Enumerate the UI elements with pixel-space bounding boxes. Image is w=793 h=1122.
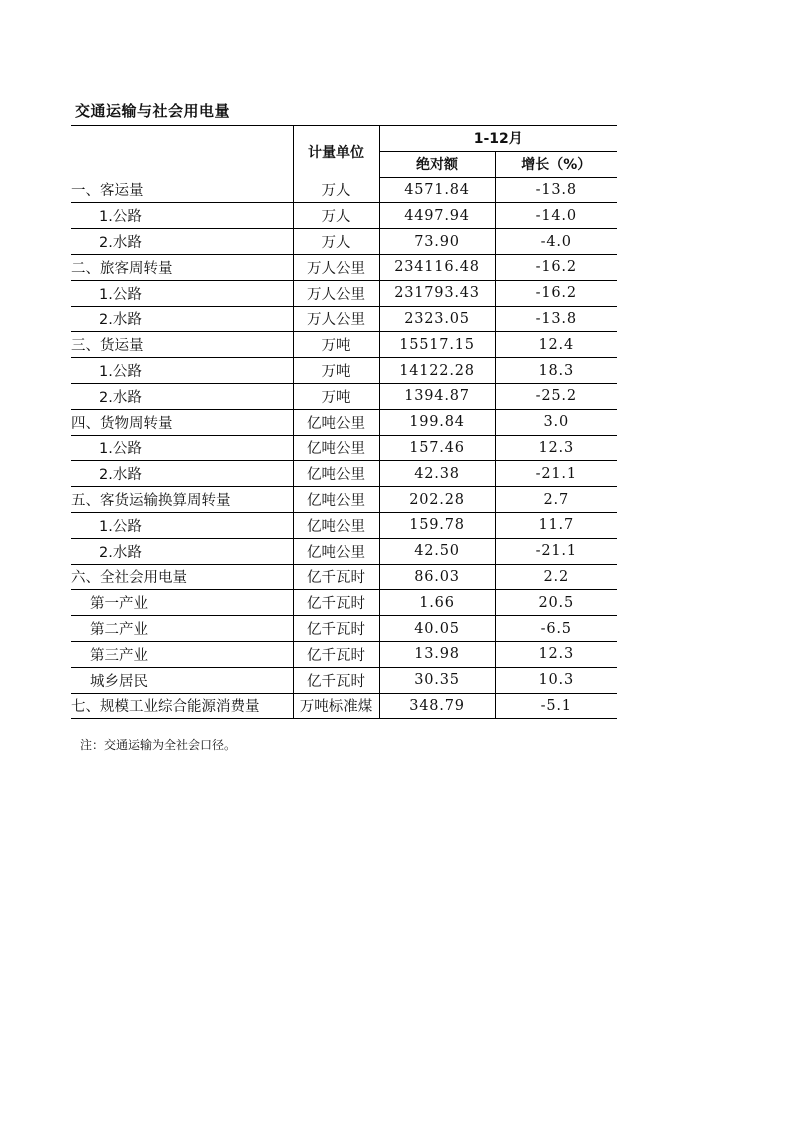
table-row [71,512,617,538]
row-unit: 亿千瓦时 [293,616,379,642]
row-absolute-value: 2323.05 [379,306,495,332]
row-growth-value: -13.8 [495,306,617,332]
row-unit: 万吨 [293,383,379,409]
row-growth-value: -21.1 [495,538,617,564]
row-name: 第一产业 [71,590,293,616]
row-name: 2.水路 [71,461,293,487]
row-name: 1.公路 [71,435,293,461]
row-growth-value: -16.2 [495,254,617,280]
row-absolute-value: 73.90 [379,229,495,255]
row-absolute-value: 40.05 [379,616,495,642]
row-growth-value: 3.0 [495,409,617,435]
row-absolute-value: 231793.43 [379,280,495,306]
row-absolute-value: 1394.87 [379,383,495,409]
row-unit: 亿吨公里 [293,461,379,487]
row-absolute-value: 13.98 [379,641,495,667]
table-row [71,693,617,719]
table-body [71,177,617,719]
row-growth-value: -5.1 [495,693,617,719]
row-growth-value: 12.3 [495,641,617,667]
table-row [71,306,617,332]
row-growth-value: 12.4 [495,332,617,358]
row-name: 1.公路 [71,203,293,229]
row-absolute-value: 159.78 [379,512,495,538]
row-unit: 亿千瓦时 [293,590,379,616]
row-unit: 亿吨公里 [293,538,379,564]
row-absolute-value: 42.50 [379,538,495,564]
row-growth-value: 11.7 [495,512,617,538]
row-absolute-value: 1.66 [379,590,495,616]
row-growth-value: -21.1 [495,461,617,487]
table-row [71,590,617,616]
row-absolute-value: 42.38 [379,461,495,487]
row-unit: 亿千瓦时 [293,641,379,667]
row-growth-value: 18.3 [495,358,617,384]
table-row [71,564,617,590]
header-growth: 增长（%） [495,151,617,177]
row-unit: 亿千瓦时 [293,667,379,693]
row-name: 五、客货运输换算周转量 [71,487,293,513]
row-unit: 万人 [293,229,379,255]
row-growth-value: 20.5 [495,590,617,616]
row-absolute-value: 199.84 [379,409,495,435]
table-row [71,383,617,409]
table-row [71,280,617,306]
row-unit: 万吨 [293,358,379,384]
row-unit: 万人公里 [293,254,379,280]
row-growth-value: -14.0 [495,203,617,229]
row-name: 二、旅客周转量 [71,254,293,280]
row-unit: 万吨 [293,332,379,358]
row-unit: 万人公里 [293,280,379,306]
row-growth-value: 2.2 [495,564,617,590]
row-unit: 亿吨公里 [293,512,379,538]
table-title: 交通运输与社会用电量 [75,102,231,120]
row-absolute-value: 348.79 [379,693,495,719]
table-row [71,254,617,280]
row-growth-value: -6.5 [495,616,617,642]
header-blank-cell [71,126,293,178]
table-row [71,409,617,435]
row-name: 1.公路 [71,512,293,538]
row-name: 一、客运量 [71,177,293,203]
row-unit: 亿吨公里 [293,435,379,461]
row-absolute-value: 86.03 [379,564,495,590]
table-row [71,487,617,513]
table-row [71,641,617,667]
table-row [71,538,617,564]
statistics-table [71,125,617,719]
row-absolute-value: 4497.94 [379,203,495,229]
row-growth-value: 12.3 [495,435,617,461]
row-absolute-value: 15517.15 [379,332,495,358]
row-absolute-value: 30.35 [379,667,495,693]
row-name: 七、规模工业综合能源消费量 [71,693,293,719]
row-absolute-value: 14122.28 [379,358,495,384]
table-row [71,177,617,203]
row-unit: 万人 [293,177,379,203]
row-growth-value: 2.7 [495,487,617,513]
footnote: 注：交通运输为全社会口径。 [80,738,237,752]
table-row [71,461,617,487]
table-row [71,229,617,255]
row-unit: 万人 [293,203,379,229]
row-unit: 万吨标准煤 [293,693,379,719]
row-name: 2.水路 [71,383,293,409]
table-row [71,203,617,229]
row-name: 城乡居民 [71,667,293,693]
row-absolute-value: 4571.84 [379,177,495,203]
table-row [71,616,617,642]
header-unit: 计量单位 [293,126,379,178]
row-name: 三、货运量 [71,332,293,358]
row-growth-value: 10.3 [495,667,617,693]
row-unit: 万人公里 [293,306,379,332]
row-name: 2.水路 [71,229,293,255]
row-absolute-value: 157.46 [379,435,495,461]
row-name: 2.水路 [71,306,293,332]
row-name: 第二产业 [71,616,293,642]
row-unit: 亿吨公里 [293,487,379,513]
table-row [71,358,617,384]
row-growth-value: -13.8 [495,177,617,203]
table-header [71,126,617,178]
header-absolute: 绝对额 [379,151,495,177]
table-row [71,435,617,461]
row-name: 1.公路 [71,358,293,384]
row-absolute-value: 234116.48 [379,254,495,280]
row-growth-value: -16.2 [495,280,617,306]
row-name: 1.公路 [71,280,293,306]
row-name: 2.水路 [71,538,293,564]
row-unit: 亿千瓦时 [293,564,379,590]
row-unit: 亿吨公里 [293,409,379,435]
row-growth-value: -25.2 [495,383,617,409]
table-row [71,667,617,693]
row-name: 六、全社会用电量 [71,564,293,590]
row-growth-value: -4.0 [495,229,617,255]
header-period: 1-12月 [379,126,617,152]
row-name: 四、货物周转量 [71,409,293,435]
row-absolute-value: 202.28 [379,487,495,513]
row-name: 第三产业 [71,641,293,667]
table-row [71,332,617,358]
